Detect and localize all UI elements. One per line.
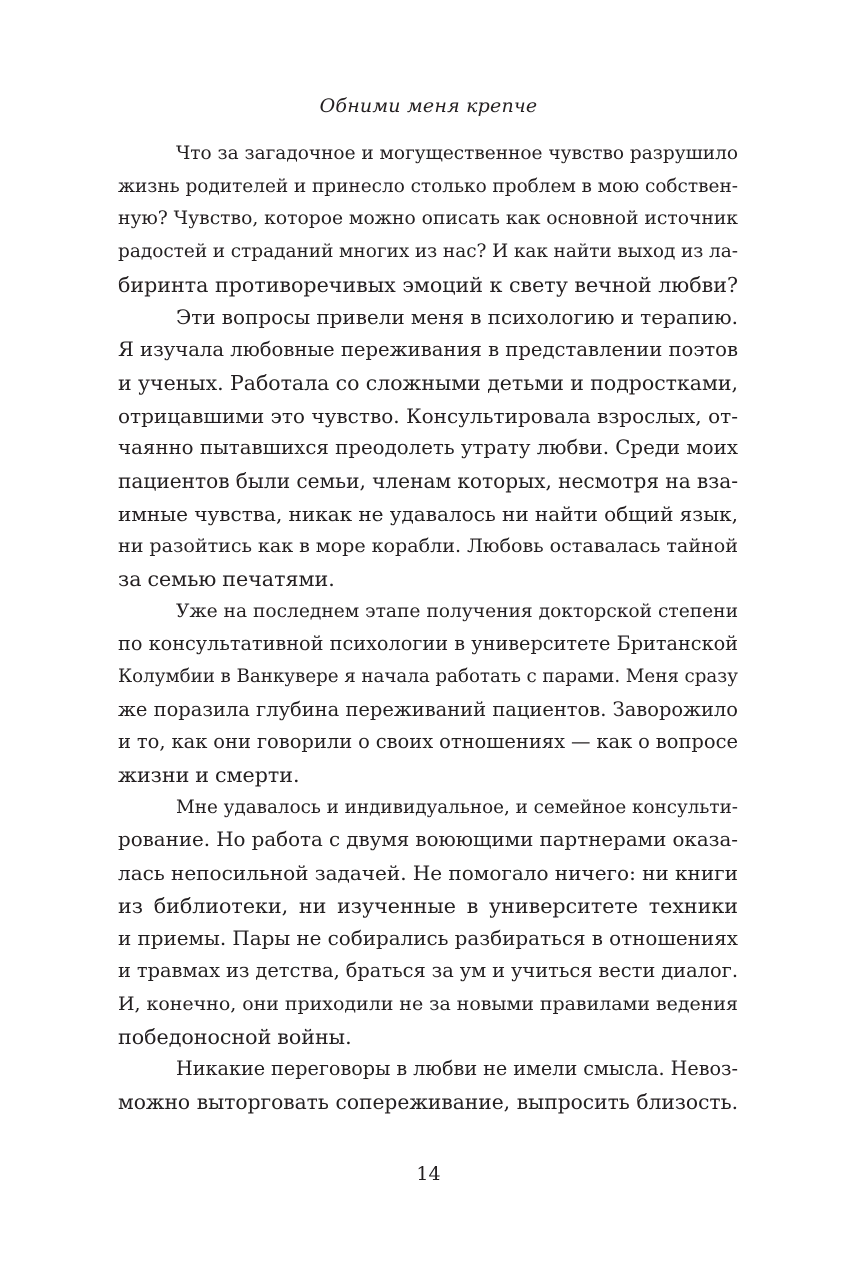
text-line: и ученых. Работала со сложными детьми и подростками, [118, 370, 738, 395]
paragraph [118, 138, 738, 301]
paragraph [118, 596, 738, 792]
text-line: же поразила глубина переживаний пациентов. Заворожило [118, 697, 738, 721]
text-line: из библиотеки, ни изученные в университете техники [118, 893, 738, 918]
text-line: отрицавшими это чувство. Консультировала взрослых, от- [118, 403, 738, 428]
text-line: жизнь родителей и принесло столько проблем в мою собствен- [118, 175, 738, 197]
text-line: пациентов были семьи, членам которых, несмотря на вза- [118, 468, 738, 493]
text-line: за семью печатями. [118, 566, 335, 591]
text-line: Никакие переговоры в любви не имели смысла. Невоз- [176, 1057, 738, 1081]
text-line: рование. Но работа с двумя воюющими партнерами оказа- [118, 828, 738, 852]
text-line: и приемы. Пары не собирались разбираться в отношениях [118, 926, 738, 950]
text-line: биринта противоречивых эмоций к свету вечной любви? [118, 272, 738, 297]
text-line: ни разойтись как в море корабли. Любовь оставалась тайной [118, 534, 738, 558]
body-text [118, 138, 738, 1119]
text-line: лась непосильной задачей. Не помогало ничего: ни книги [118, 861, 738, 886]
text-line: жизни и смерти. [118, 763, 300, 788]
text-line: И, конечно, они приходили не за новыми правилами ведения [118, 992, 738, 1015]
text-line: победоносной войны. [118, 1024, 352, 1049]
text-line: Уже на последнем этапе получения докторской степени [176, 600, 738, 622]
text-line: имные чувства, никак не удавалось ни найти общий язык, [118, 501, 738, 526]
text-line: Мне удавалось и индивидуальное, и семейное консульти- [176, 796, 738, 818]
text-line: чаянно пытавшихся преодолеть утрату любви. Среди моих [118, 436, 738, 460]
text-line: по консультативной психологии в университете Британской [118, 632, 738, 656]
text-line: Что за загадочное и могущественное чувство разрушило [176, 143, 738, 164]
text-line: радостей и страданий многих из нас? И как найти выход из ла- [118, 241, 738, 263]
paragraph [118, 792, 738, 1054]
text-line: Эти вопросы привели меня в психологию и терапию. [176, 305, 738, 330]
running-head: Обними меня крепче [319, 95, 538, 117]
paragraph [118, 301, 738, 595]
text-line: ную? Чувство, которое можно описать как основной источник [118, 208, 738, 230]
text-line: Колумбии в Ванкувере я начала работать с парами. Меня сразу [118, 666, 738, 687]
text-line: можно выторговать сопереживание, выпросить близость. [118, 1089, 738, 1114]
text-line: Я изучала любовные переживания в представлении поэтов [118, 338, 738, 362]
paragraph [118, 1053, 738, 1118]
page-number: 14 [416, 1163, 441, 1185]
text-line: и то, как они говорили о своих отношениях — как о вопросе [118, 730, 738, 754]
text-line: и травмах из детства, браться за ум и учиться вести диалог. [118, 959, 738, 983]
